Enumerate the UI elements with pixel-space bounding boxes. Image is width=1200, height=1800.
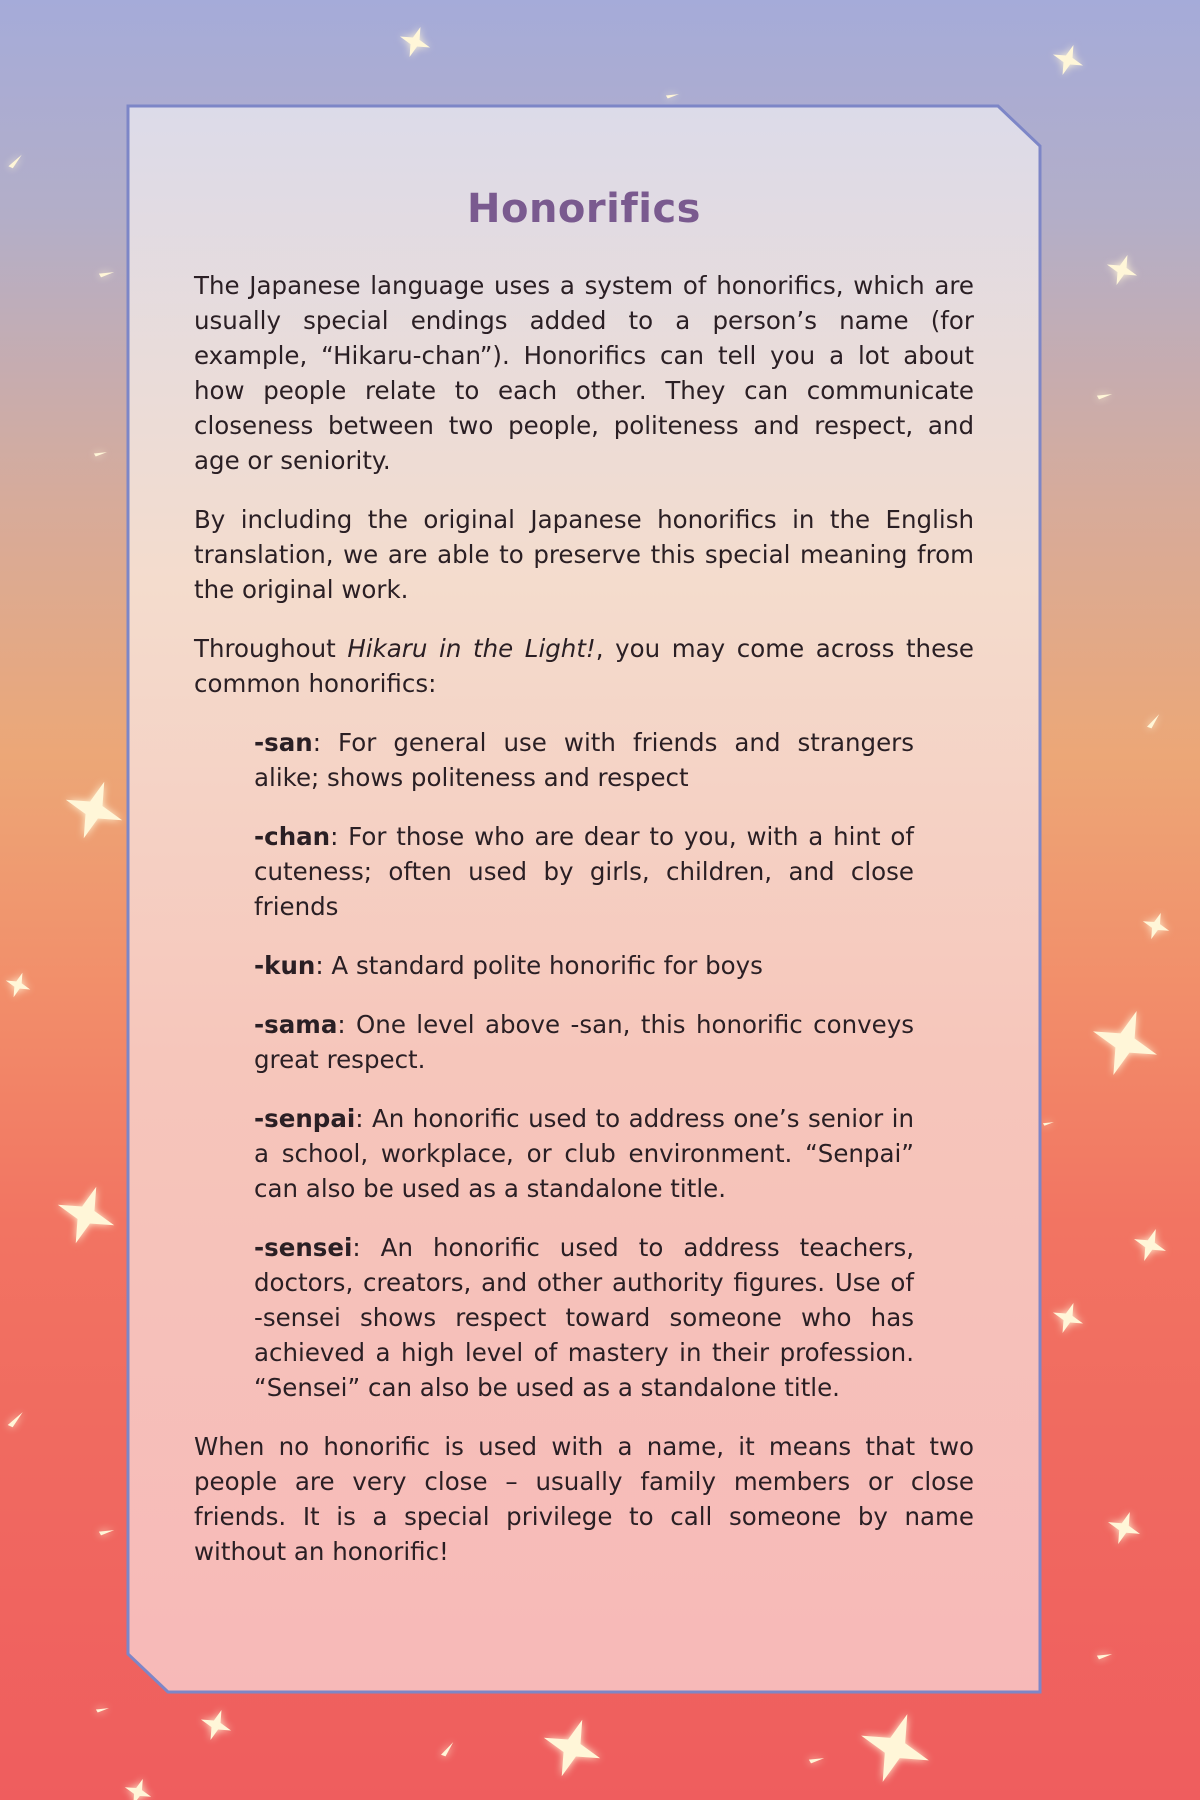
honorific-senpai [254,1101,914,1206]
term-name: -kun [254,951,316,980]
honorific-sensei [254,1230,914,1405]
star-icon [1081,999,1168,1086]
term-definition: : An honorific used to address one’s senior in a school, workplace, or club environment. “Senpai” can also be used as a standalone title. [254,1104,914,1203]
page-title: Honorifics [467,186,701,232]
star-icon [48,1177,125,1254]
star-icon [1128,1223,1172,1267]
star-icon [56,772,133,849]
intro-paragraph: The Japanese language uses a system of honorifics, which are usually special endings added to a person’s name (for example, “Hikaru-chan”). Honorifics can tell you a lot about how people relate to each other. They can communicate closeness between two people, politeness and respect, and age or seniority. [194,271,974,475]
term-name: -sensei [254,1233,353,1262]
star-icon [1102,1506,1146,1550]
term-definition: : For those who are dear to you, with a hint of cuteness; often used by girls, children, and close friends [254,822,914,921]
work-title: Hikaru in the Light! [347,634,596,663]
term-definition: : For general use with friends and strangers alike; shows politeness and respect [254,728,914,792]
throughout-prefix: Throughout [194,634,348,663]
star-icon [1101,249,1142,290]
term-definition: : An honorific used to address teachers, doctors, creators, and other authority figures. Use of -sensei shows respect toward someone who has achieved a high level of mastery in their profession. “Sensei” can also be used as a standalone title. [254,1233,914,1402]
term-name: -san [254,728,313,757]
star-icon [1138,908,1174,944]
content-panel [126,104,1042,1694]
throughout-paragraph [194,631,974,701]
honorific-kun [254,948,914,983]
star-icon [1,968,34,1001]
star-icon [849,1702,941,1794]
term-name: -chan [254,822,331,851]
translation-note-paragraph: By including the original Japanese honorifics in the English translation, we are able to preserve this special meaning from the original work. [194,505,974,604]
term-name: -sama [254,1010,338,1039]
star-icon [195,1704,236,1745]
term-definition: : A standard polite honorific for boys [315,951,763,980]
closing-paragraph: When no honorific is used with a name, it means that two people are very close – usually family members or close friends. It is a special privilege to call someone by name without an honorific! [194,1432,974,1566]
term-name: -senpai [254,1104,356,1133]
term-definition: : One level above -san, this honorific conveys great respect. [254,1010,914,1074]
page-content [194,184,974,1593]
honorific-chan [254,819,914,924]
star-icon [394,21,435,62]
star-icon [120,1774,156,1800]
star-icon [1047,1297,1088,1338]
star-icon [534,1710,611,1787]
honorific-san [254,725,914,795]
throughout-suffix: , you may come across these common honorifics: [194,634,974,698]
star-icon [1047,39,1088,80]
honorific-sama [254,1007,914,1077]
